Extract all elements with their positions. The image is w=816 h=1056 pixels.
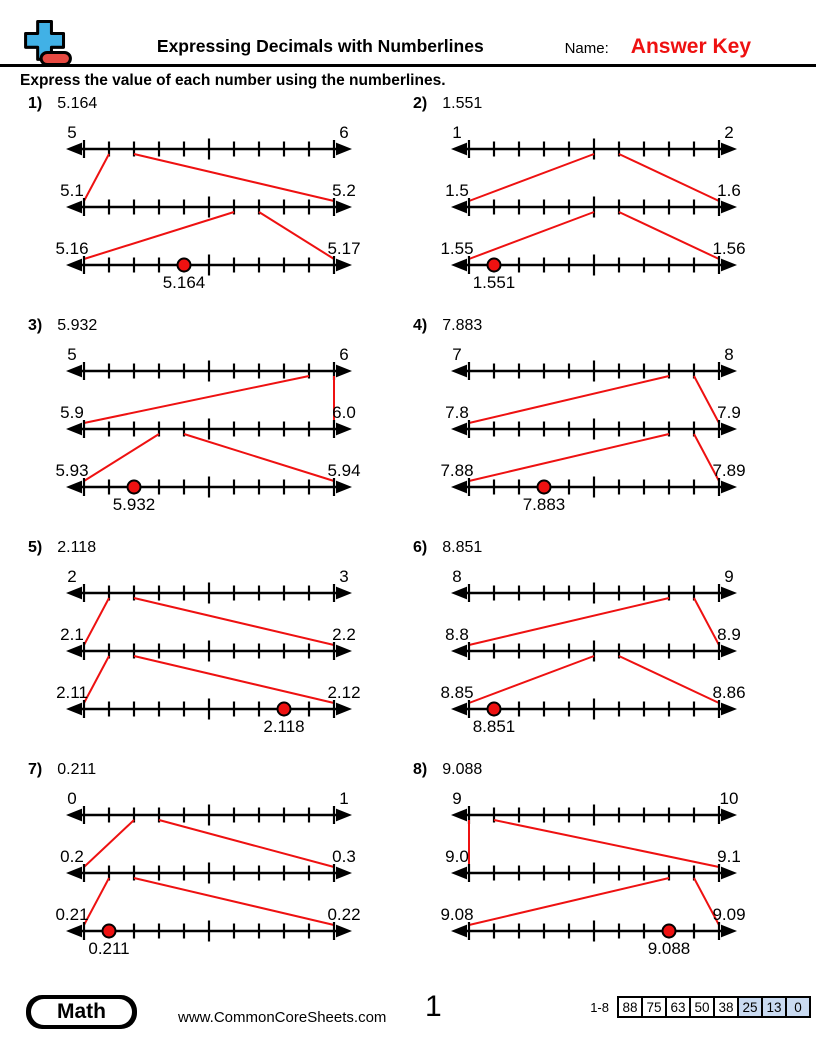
arrow-right-icon <box>721 587 737 600</box>
endpoint-label-left: 8 <box>452 567 462 586</box>
endpoint-label-right: 8.9 <box>717 625 741 644</box>
score-cell: 50 <box>690 997 714 1017</box>
zoom-connector-line <box>84 376 309 423</box>
problem-number: 2) <box>413 95 428 112</box>
answer-dot <box>278 703 291 716</box>
problem-value: 5.932 <box>57 317 98 334</box>
endpoint-label-right: 6 <box>339 123 349 142</box>
score-chart <box>590 996 811 1018</box>
minus-icon <box>41 52 70 64</box>
score-cell-highlighted: 13 <box>762 997 786 1017</box>
score-row <box>618 997 810 1017</box>
answer-label: 9.088 <box>647 939 691 958</box>
numberlines-svg <box>20 339 400 517</box>
answer-dot <box>178 259 191 272</box>
arrow-left-icon <box>451 645 467 658</box>
problem-header <box>20 317 405 339</box>
score-table <box>617 996 811 1018</box>
problem-1 <box>20 95 405 295</box>
arrow-left-icon <box>451 143 467 156</box>
arrow-right-icon <box>721 925 737 938</box>
answer-dot <box>103 925 116 938</box>
score-cell-highlighted: 0 <box>786 997 810 1017</box>
endpoint-label-right: 6.0 <box>332 403 356 422</box>
arrow-left-icon <box>451 703 467 716</box>
problem-number: 3) <box>28 317 43 334</box>
zoom-connector-line <box>619 212 719 259</box>
answer-label: 5.932 <box>112 495 156 514</box>
page-number: 1 <box>425 990 442 1023</box>
instruction-text: Express the value of each number using the numberlines. <box>20 72 446 89</box>
answer-label: 7.883 <box>522 495 566 514</box>
arrow-right-icon <box>336 365 352 378</box>
endpoint-label-left: 0.2 <box>60 847 84 866</box>
page-header <box>0 0 816 67</box>
zoom-connector-line <box>469 878 669 925</box>
arrow-left-icon <box>66 481 82 494</box>
zoom-connector-line <box>84 212 234 259</box>
arrow-right-icon <box>336 645 352 658</box>
arrow-right-icon <box>336 143 352 156</box>
zoom-connector-line <box>259 212 334 259</box>
endpoint-label-left: 1.55 <box>440 239 474 258</box>
zoom-connector-line <box>469 598 669 645</box>
numberlines-svg <box>20 117 400 295</box>
answer-label: 5.164 <box>162 273 206 292</box>
endpoint-label-right: 3 <box>339 567 349 586</box>
endpoint-label-right: 5.17 <box>327 239 361 258</box>
arrow-left-icon <box>66 587 82 600</box>
arrow-right-icon <box>721 143 737 156</box>
page-title: Expressing Decimals with Numberlines <box>156 36 484 56</box>
score-cell: 75 <box>642 997 666 1017</box>
score-range-label: 1-8 <box>590 999 609 1015</box>
arrow-right-icon <box>336 925 352 938</box>
endpoint-label-right: 8.86 <box>712 683 746 702</box>
problem-number: 1) <box>28 95 43 112</box>
arrow-left-icon <box>451 587 467 600</box>
endpoint-label-left: 8.8 <box>445 625 469 644</box>
endpoint-label-left: 9 <box>452 789 462 808</box>
endpoint-label-right: 0.22 <box>327 905 361 924</box>
arrow-right-icon <box>721 201 737 214</box>
arrow-left-icon <box>66 143 82 156</box>
zoom-connector-line <box>84 598 109 645</box>
problem-value: 5.164 <box>57 95 98 112</box>
zoom-connector-line <box>134 598 334 645</box>
arrow-left-icon <box>66 867 82 880</box>
problem-number: 4) <box>413 317 428 334</box>
endpoint-label-right: 5.2 <box>332 181 356 200</box>
problem-number: 5) <box>28 539 43 556</box>
zoom-connector-line <box>134 656 334 703</box>
problem-value: 2.118 <box>57 539 97 556</box>
numberlines-svg <box>405 117 785 295</box>
arrow-left-icon <box>66 201 82 214</box>
zoom-connector-line <box>494 820 719 867</box>
arrow-right-icon <box>336 201 352 214</box>
numberlines-svg <box>20 783 400 961</box>
arrow-right-icon <box>336 587 352 600</box>
endpoint-label-left: 5 <box>67 345 77 364</box>
answer-dot <box>488 703 501 716</box>
zoom-connector-line <box>469 154 594 201</box>
zoom-connector-line <box>469 376 669 423</box>
score-cell: 38 <box>714 997 738 1017</box>
problem-header <box>405 95 790 117</box>
problem-number: 7) <box>28 761 43 778</box>
endpoint-label-right: 7.9 <box>717 403 741 422</box>
page-footer <box>0 992 816 1042</box>
arrow-left-icon <box>451 481 467 494</box>
numberlines-svg <box>405 561 785 739</box>
endpoint-label-right: 9 <box>724 567 734 586</box>
arrow-right-icon <box>336 259 352 272</box>
problem-header <box>405 761 790 783</box>
endpoint-label-right: 2.12 <box>327 683 361 702</box>
endpoint-label-left: 9.08 <box>440 905 474 924</box>
answer-label: 2.118 <box>263 717 305 736</box>
arrow-right-icon <box>721 423 737 436</box>
endpoint-label-left: 0 <box>67 789 77 808</box>
problem-number: 8) <box>413 761 428 778</box>
answer-dot <box>488 259 501 272</box>
endpoint-label-right: 6 <box>339 345 349 364</box>
arrow-right-icon <box>336 423 352 436</box>
subject-label: Math <box>31 999 132 1025</box>
zoom-connector-line <box>134 878 334 925</box>
problem-7 <box>20 761 405 961</box>
problem-value: 7.883 <box>442 317 483 334</box>
zoom-connector-line <box>694 376 719 423</box>
problems-grid <box>0 90 816 983</box>
answer-label: 8.851 <box>472 717 516 736</box>
endpoint-label-right: 2 <box>724 123 734 142</box>
arrow-left-icon <box>66 259 82 272</box>
endpoint-label-left: 9.0 <box>445 847 469 866</box>
problem-header <box>20 95 405 117</box>
arrow-right-icon <box>721 259 737 272</box>
numberlines-svg <box>20 561 400 739</box>
endpoint-label-right: 10 <box>719 789 739 808</box>
answer-key-text: Answer Key <box>630 35 751 58</box>
problem-3 <box>20 317 405 517</box>
endpoint-label-left: 0.21 <box>55 905 89 924</box>
problem-value: 0.211 <box>57 761 97 778</box>
numberlines-svg <box>405 339 785 517</box>
endpoint-label-right: 5.94 <box>327 461 361 480</box>
endpoint-label-left: 2 <box>67 567 77 586</box>
problem-number: 6) <box>413 539 428 556</box>
endpoint-label-left: 5.93 <box>55 461 89 480</box>
endpoint-label-right: 9.09 <box>712 905 746 924</box>
arrow-left-icon <box>66 703 82 716</box>
answer-dot <box>663 925 676 938</box>
endpoint-label-right: 9.1 <box>717 847 741 866</box>
arrow-left-icon <box>451 809 467 822</box>
arrow-left-icon <box>66 423 82 436</box>
endpoint-label-left: 2.1 <box>60 625 84 644</box>
zoom-connector-line <box>694 598 719 645</box>
zoom-connector-line <box>159 820 334 867</box>
endpoint-label-right: 8 <box>724 345 734 364</box>
arrow-right-icon <box>336 481 352 494</box>
problem-value: 8.851 <box>442 539 483 556</box>
arrow-right-icon <box>721 703 737 716</box>
arrow-right-icon <box>721 809 737 822</box>
problem-5 <box>20 539 405 739</box>
arrow-right-icon <box>721 365 737 378</box>
answer-label: 1.551 <box>472 273 516 292</box>
subject-badge <box>26 995 137 1029</box>
endpoint-label-left: 7.8 <box>445 403 469 422</box>
arrow-left-icon <box>451 259 467 272</box>
arrow-left-icon <box>66 645 82 658</box>
arrow-right-icon <box>336 809 352 822</box>
arrow-right-icon <box>336 703 352 716</box>
zoom-connector-line <box>84 820 134 867</box>
endpoint-label-left: 7 <box>452 345 462 364</box>
endpoint-label-left: 7.88 <box>440 461 474 480</box>
endpoint-label-right: 1.6 <box>717 181 741 200</box>
endpoint-label-right: 7.89 <box>712 461 746 480</box>
endpoint-label-left: 8.85 <box>440 683 474 702</box>
arrow-left-icon <box>66 365 82 378</box>
arrow-left-icon <box>451 867 467 880</box>
endpoint-label-left: 2.11 <box>56 683 88 702</box>
answer-label: 0.211 <box>88 939 130 958</box>
score-cell: 63 <box>666 997 690 1017</box>
score-cell: 88 <box>618 997 642 1017</box>
endpoint-label-right: 1 <box>339 789 349 808</box>
problem-header <box>20 761 405 783</box>
website-text: www.CommonCoreSheets.com <box>178 1009 387 1026</box>
zoom-connector-line <box>619 154 719 201</box>
endpoint-label-right: 0.3 <box>332 847 356 866</box>
arrow-right-icon <box>721 867 737 880</box>
arrow-left-icon <box>451 925 467 938</box>
arrow-left-icon <box>66 809 82 822</box>
zoom-connector-line <box>184 434 334 481</box>
score-cell-highlighted: 25 <box>738 997 762 1017</box>
answer-dot <box>538 481 551 494</box>
plus-minus-logo-icon <box>20 18 76 68</box>
arrow-left-icon <box>451 201 467 214</box>
problem-8 <box>405 761 790 961</box>
endpoint-label-left: 5.9 <box>60 403 84 422</box>
zoom-connector-line <box>469 212 594 259</box>
arrow-right-icon <box>721 645 737 658</box>
zoom-connector-line <box>619 656 719 703</box>
problem-4 <box>405 317 790 517</box>
arrow-right-icon <box>721 481 737 494</box>
zoom-connector-line <box>84 154 109 201</box>
endpoint-label-left: 1 <box>452 123 462 142</box>
problem-2 <box>405 95 790 295</box>
numberlines-svg <box>405 783 785 961</box>
problem-header <box>405 539 790 561</box>
problem-value: 1.551 <box>442 95 483 112</box>
problem-value: 9.088 <box>442 761 483 778</box>
endpoint-label-left: 5.16 <box>55 239 89 258</box>
name-label: Name: <box>564 40 609 57</box>
zoom-connector-line <box>134 154 334 201</box>
arrow-left-icon <box>451 423 467 436</box>
problem-header <box>405 317 790 339</box>
endpoint-label-right: 1.56 <box>712 239 746 258</box>
zoom-connector-line <box>84 434 159 481</box>
endpoint-label-left: 1.5 <box>445 181 469 200</box>
arrow-right-icon <box>336 867 352 880</box>
problem-header <box>20 539 405 561</box>
zoom-connector-line <box>469 656 594 703</box>
endpoint-label-right: 2.2 <box>332 625 356 644</box>
answer-dot <box>128 481 141 494</box>
arrow-left-icon <box>66 925 82 938</box>
zoom-connector-line <box>469 434 669 481</box>
arrow-left-icon <box>451 365 467 378</box>
problem-6 <box>405 539 790 739</box>
endpoint-label-left: 5.1 <box>60 181 84 200</box>
endpoint-label-left: 5 <box>67 123 77 142</box>
